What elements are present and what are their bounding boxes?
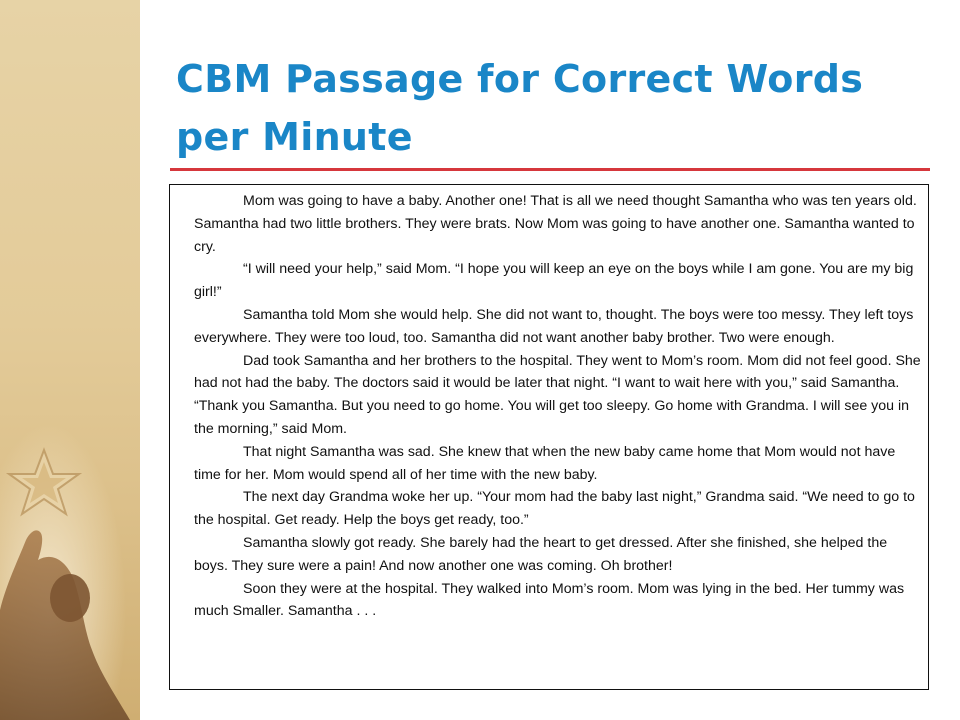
passage-paragraph: Soon they were at the hospital. They walked into Mom’s room. Mom was lying in the bed. Her tummy was much Smaller. Samantha . . . <box>194 580 905 620</box>
title-divider <box>170 168 930 171</box>
passage-paragraph: The next day Grandma woke her up. “Your mom had the baby last night,” Grandma said. “We need to go to the hospital. Get ready. Help the boys get ready, too.” <box>194 489 915 529</box>
passage-paragraph: Dad took Samantha and her brothers to the hospital. They went to Mom’s room. Mom did not feel good. She had not had the baby. The doctors said it would be later that night. “I want to wait here with you,” said Samantha. “Thank you Samantha. But you need to go home. You will get too sleepy. Go home with Grandma. I will see you in the morning,” said Mom. <box>194 352 921 437</box>
slide-title: CBM Passage for Correct Words per Minute <box>176 57 864 159</box>
reading-passage <box>194 190 922 623</box>
decorative-sidebar <box>0 0 140 720</box>
child-reaching-star-illustration <box>0 0 140 720</box>
passage-paragraph: Samantha told Mom she would help. She did not want to, thought. The boys were too messy. They left toys everywhere. They were too loud, too. Samantha did not want another baby brother. Two were enough. <box>194 306 914 346</box>
passage-paragraph: Mom was going to have a baby. Another one! That is all we need thought Samantha who was ten years old. Samantha had two little brothers. They were brats. Now Mom was going to have another one. Samantha wanted to cry. <box>194 193 917 255</box>
passage-paragraph: Samantha slowly got ready. She barely had the heart to get dressed. After she finished, she helped the boys. They sure were a pain! And now another one was coming. Oh brother! <box>194 534 888 574</box>
passage-paragraph: That night Samantha was sad. She knew that when the new baby came home that Mom would not have time for her. Mom would spend all of her time with the new baby. <box>194 443 896 483</box>
passage-paragraph: “I will need your help,” said Mom. “I hope you will keep an eye on the boys while I am gone. You are my big girl!” <box>194 261 914 301</box>
